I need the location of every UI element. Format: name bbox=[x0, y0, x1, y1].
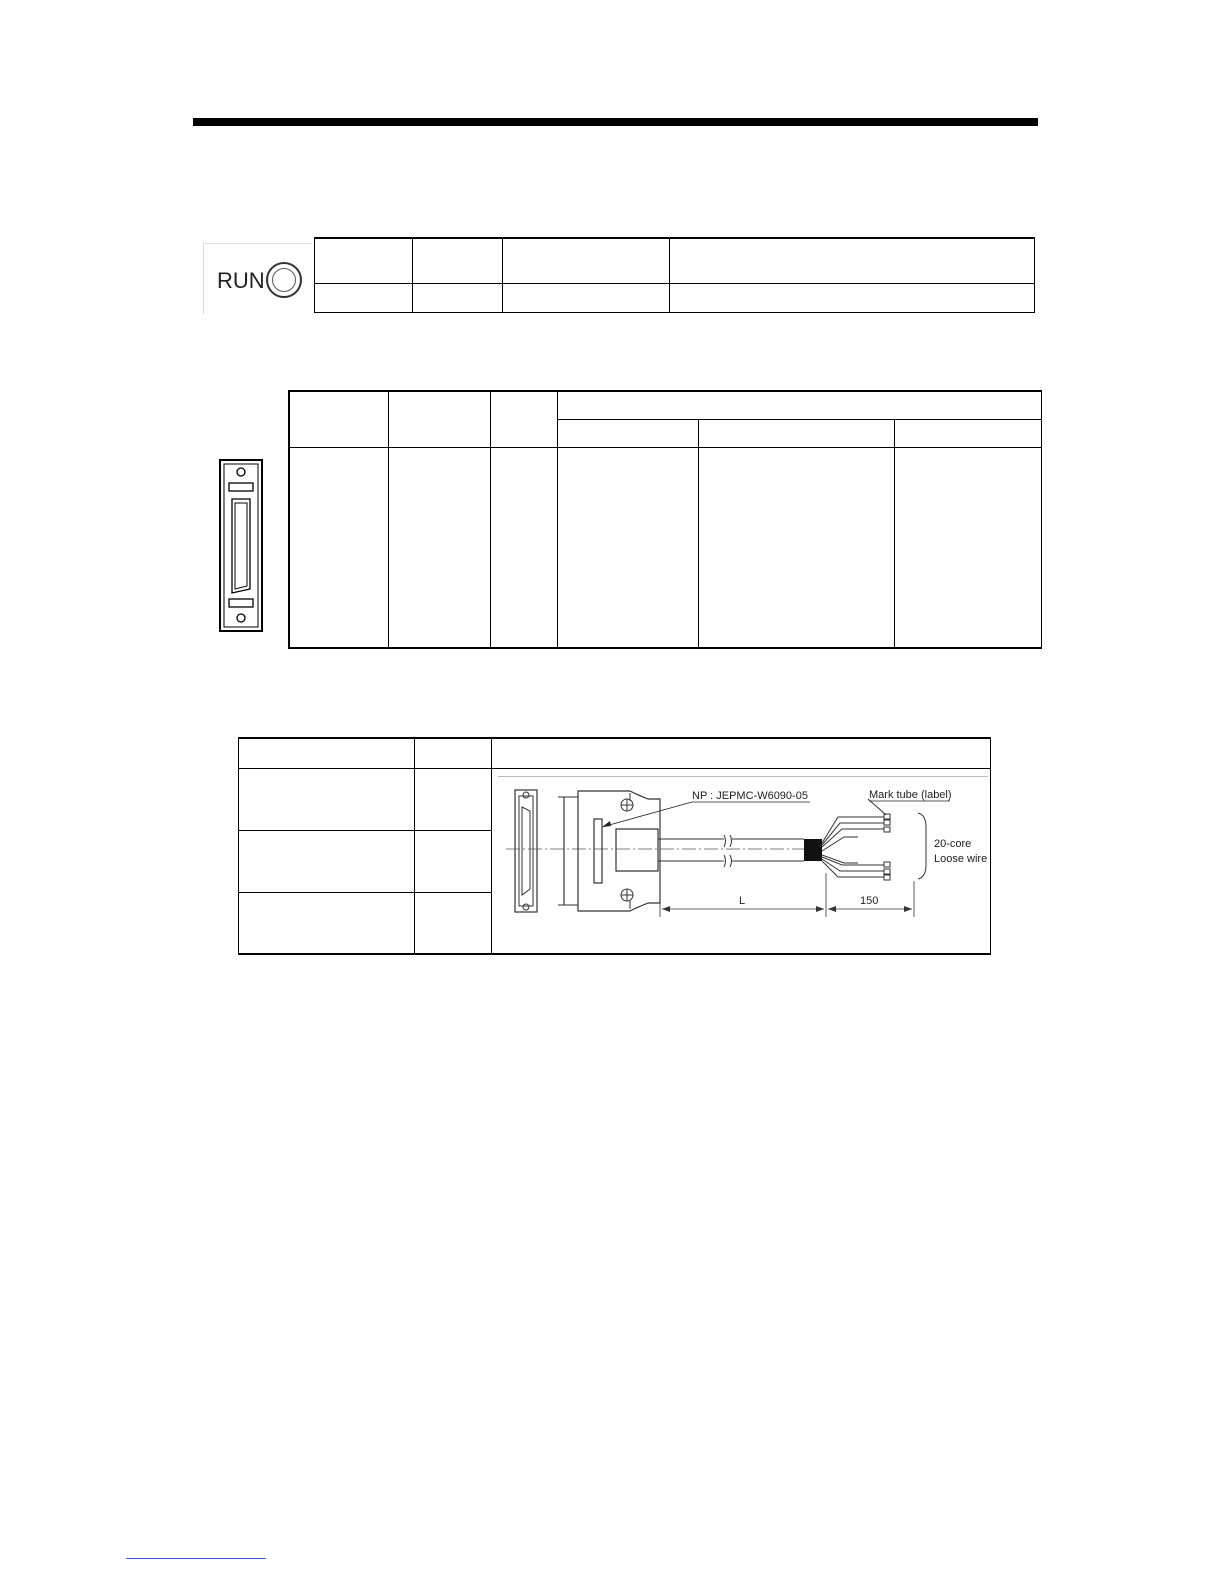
led-table bbox=[314, 237, 1035, 313]
length-symbol: L bbox=[739, 895, 746, 907]
core-note-line2: Loose wire bbox=[934, 853, 988, 865]
led-icon bbox=[266, 262, 302, 298]
part-number-label: NP : JEPMC-W6090-05 bbox=[692, 790, 808, 802]
run-led-illustration bbox=[203, 243, 312, 314]
connector-spec-table bbox=[288, 390, 1042, 649]
core-note-line1: 20-core bbox=[934, 838, 972, 850]
mark-tube-label: Mark tube (label) bbox=[869, 789, 952, 801]
table-row bbox=[239, 738, 991, 768]
connector-front-view bbox=[219, 459, 264, 633]
tail-length-label: 150 bbox=[860, 895, 879, 907]
table-row bbox=[315, 283, 1035, 312]
link-underline bbox=[126, 1558, 266, 1559]
cable-drawing bbox=[498, 776, 988, 951]
table-row bbox=[289, 391, 1041, 419]
header-rule bbox=[193, 118, 1038, 126]
table-row bbox=[289, 447, 1041, 648]
table-row bbox=[315, 238, 1035, 283]
run-label: RUN bbox=[217, 268, 265, 293]
